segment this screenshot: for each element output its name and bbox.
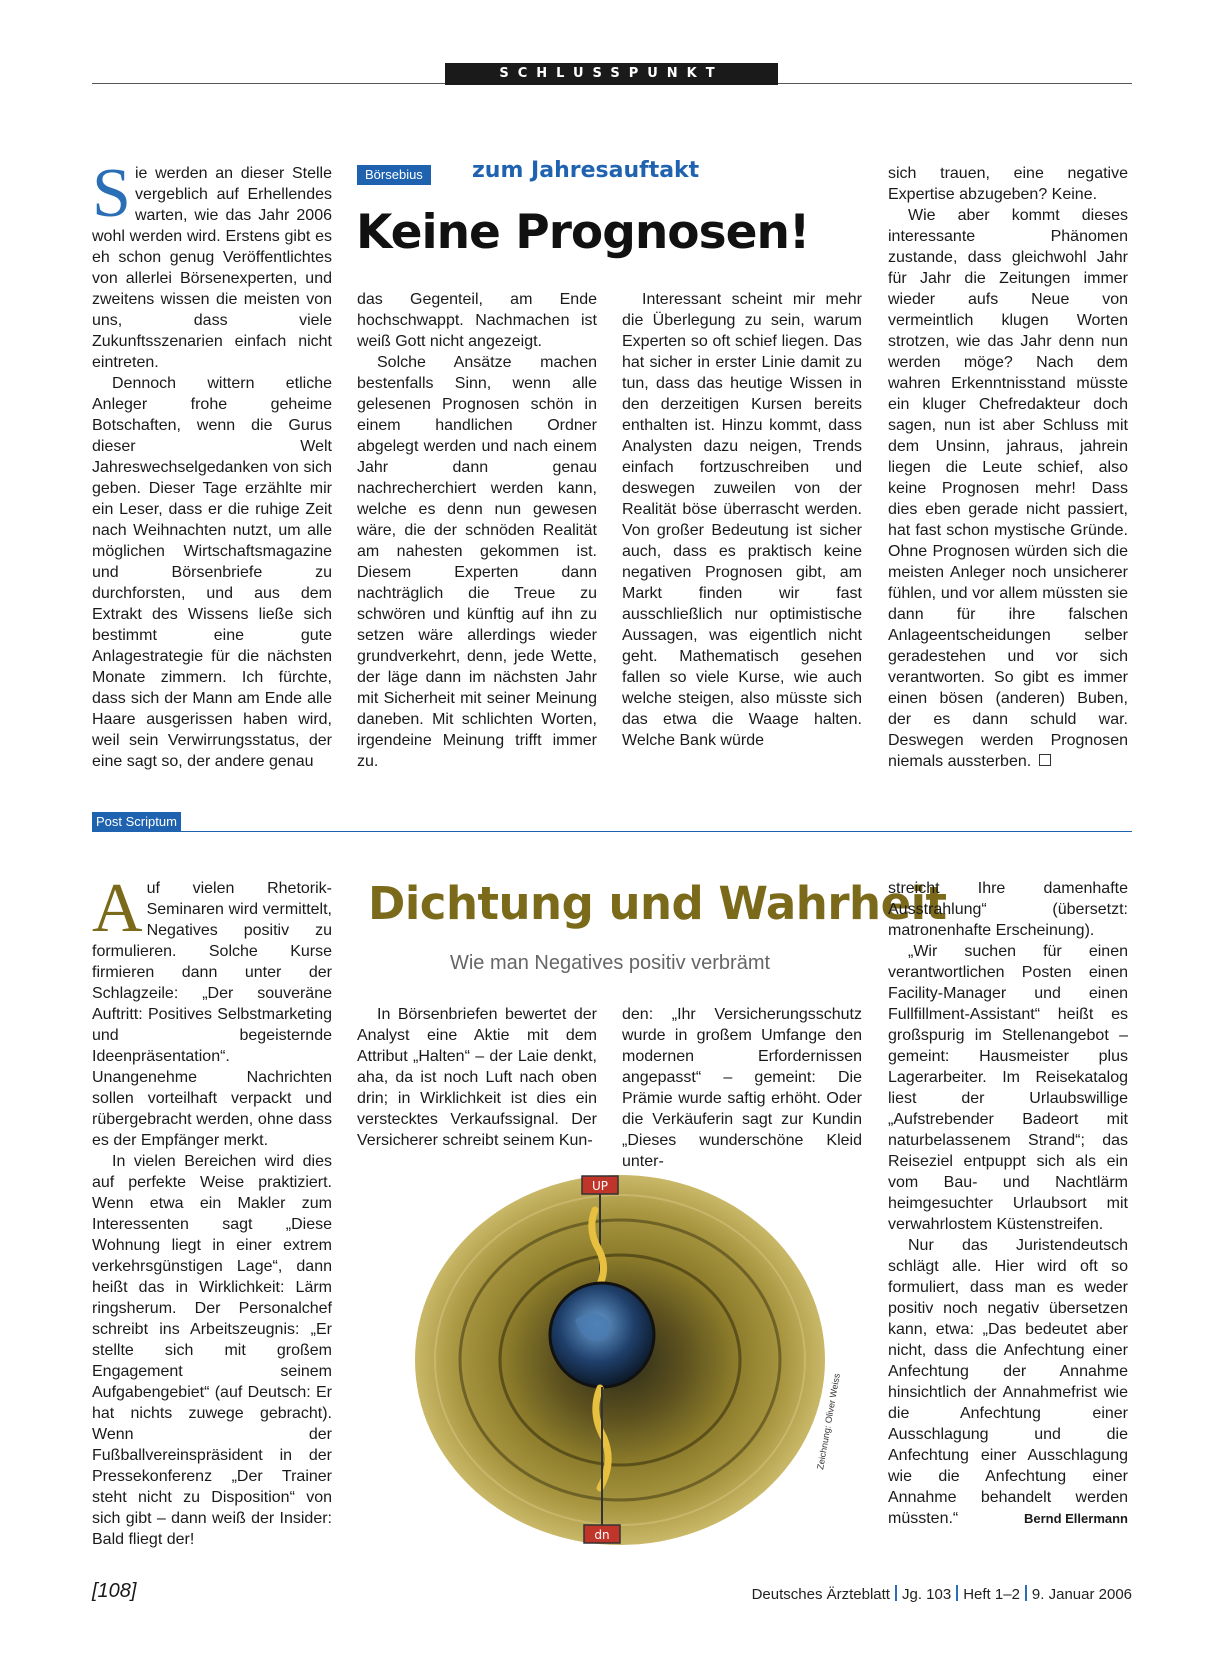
page-number: [108]	[92, 1580, 137, 1602]
column-tag: Börsebius	[357, 165, 431, 185]
article-headline: Keine Prognosen!	[356, 205, 810, 260]
paragraph: sich trauen, eine negative Expertise abzugeben? Keine.	[888, 165, 1128, 203]
issue: Heft 1–2	[963, 1586, 1020, 1603]
paragraph: streicht Ihre damenhafte Ausstrahlung“ (übersetzt: matronenhafte Erscheinung).	[888, 880, 1128, 939]
paragraph: Wie aber kommt dieses interessante Phänomen zustande, dass gleichwohl Jahr für Jahr die Zeitungen immer wieder aufs Neue von vermeintlich klugen Worten strotzen, wie das Jahr denn nun werden möge? Nach dem wahren Erkenntnisstand müsste ein kluger Chefredakteur doch sagen, nun ist aber Schluss mit dem Unsinn, jahraus, jahrein liegen die Leute schief, also keine Prognosen mehr! Dass dies eben gerade nicht passiert, hat fast schon mystische Gründe. Ohne Prognosen würden sich die meisten Anleger noch unsicherer fühlen, und vor allem müssten sie dann für ihre falschen Anlageentscheidungen selber geradestehen und vor sich verantworten. So gibt es immer einen bösen (anderen) Buben, der es dann schuld war. Deswegen werden Prognosen niemals aussterben.	[888, 207, 1128, 770]
article2-column-2	[357, 1004, 597, 1151]
paragraph: uf vielen Rhetorik-Seminaren wird vermittelt, Negatives positiv zu formulieren. Solche Kurse firmieren dann unter der Schlagzeile: „Der souveräne Auftritt: Positives Selbstmarketing und begeisternde Ideenpräsentation“. Unangenehme Nachrichten sollen vorteilhaft verpackt und rübergebracht werden, ohne dass es der Empfänger merkt.	[92, 880, 332, 1149]
separator	[1025, 1585, 1027, 1601]
paragraph: Solche Ansätze machen bestenfalls Sinn, wenn alle gelesenen Prognosen schön in einem handlichen Ordner abgelegt werden und nach einem Jahr dann genau nachrecherchiert werden kann, welche es denn nun gewesen wäre, die der schnöden Realität am nahesten gekommen ist. Diesem Experten dann nachträglich die Treue zu schwören und künftig auf ihn zu setzen wäre allerdings wieder grundverkehrt, denn, jede Wette, der läge dann im nächsten Jahr mit Sicherheit mit seiner Meinung daneben. Mit schlichten Worten, irgendeine Meinung trifft immer zu.	[357, 354, 597, 770]
article1-column-2	[357, 289, 597, 772]
paragraph: das Gegenteil, am Ende hochschwappt. Nachmachen ist weiß Gott nicht angezeigt.	[357, 291, 597, 350]
illustration-credit: Zeichnung: Oliver Weiss	[815, 1372, 842, 1471]
paragraph: In vielen Bereichen wird dies auf perfekte Weise praktiziert. Wenn etwa ein Makler zum Interessenten sagt „Diese Wohnung liegt in einer extrem verkehrsgünstigen Lage“, dann heißt das in Wirklichkeit: Lärm ringsherum. Der Personalchef schreibt ins Arbeitszeugnis: „Er stellte sich mit großem Engagement seinem Aufgabengebiet“ (auf Deutsch: Er hat nichts zuwege gebracht). Wenn der Fußballvereinspräsident in der Pressekonferenz „Der Trainer steht nicht zu Disposition“ von sich gibt – dann weiß der Insider: Bald fliegt der!	[92, 1153, 332, 1548]
separator	[956, 1585, 958, 1601]
article2-column-1	[92, 870, 332, 1550]
section-tag: Post Scriptum	[92, 812, 181, 832]
volume: Jg. 103	[901, 1586, 952, 1603]
journal-name: Deutsches Ärzteblatt	[751, 1586, 890, 1603]
section-rule	[92, 831, 1132, 832]
separator	[895, 1585, 897, 1601]
author-byline: Bernd Ellermann	[1023, 1511, 1128, 1526]
article1-column-1	[92, 155, 332, 772]
article-kicker: zum Jahresauftakt	[472, 158, 700, 183]
section-header: SCHLUSSPUNKT	[445, 63, 778, 85]
paragraph: ie werden an dieser Stelle vergeblich auf Erhellendes warten, wie das Jahr 2006 wohl werden wird. Erstens gibt es eh schon genug Veröffentlichtes von allerlei Börsenexperten, und zweitens wissen die meisten von uns, dass viele Zukunftsszenarien einfach nicht eintreten.	[92, 165, 332, 371]
drop-cap: A	[92, 870, 143, 947]
article2-column-3	[622, 1004, 862, 1172]
paragraph: Dennoch wittern etliche Anleger frohe geheime Botschaften, wenn die Gurus dieser Welt Jahreswechselgedanken von sich geben. Dieser Tage erzählte mir ein Leser, dass er die ruhige Zeit nach Weihnachten nutzt, um alle möglichen Wirtschaftsmagazine und Börsenbriefe zu durchforsten, und aus dem Extrakt des Wissens ließe sich bestimmt eine gute Anlagestrategie für die nächsten Monate zimmern. Ich fürchte, dass sich der Mann am Ende alle Haare ausgerissen haben wird, weil sein Verwirrungsstatus, der eine sagt so, der andere genau	[92, 375, 332, 770]
down-sign-label: dn	[594, 1528, 610, 1542]
end-mark-icon	[1039, 754, 1051, 766]
paragraph: In Börsenbriefen bewertet der Analyst eine Aktie mit dem Attribut „Halten“ – der Laie denkt, aha, da ist noch Luft nach oben drin; in Wirklichkeit ist dies ein verstecktes Verkaufssignal. Der Versicherer schreibt seinem Kun-	[357, 1006, 597, 1149]
article2-column-4	[888, 878, 1128, 1529]
paragraph: Interessant scheint mir mehr die Überlegung zu sein, warum Experten so oft schief liegen. Das hat sicher in erster Linie damit zu tun, dass das heutige Wissen in den derzeitigen Kursen bereits enthalten ist. Hinzu kommt, dass Analysten dazu neigen, Trends einfach fortzuschreiben und deswegen zuweilen von der Realität böse überrascht werden. Von großer Bedeutung ist sicher auch, dass es praktisch keine negativen Prognosen gibt, am Markt finden wir fast ausschließlich nur optimistische Aussagen, was eigentlich nicht geht. Mathematisch gesehen fallen so viele Kurse, wie auch welche steigen, also müsste sich das etwa die Waage halten. Welche Bank würde	[622, 291, 862, 749]
paragraph: den: „Ihr Versicherungsschutz wurde in großem Umfange den modernen Erfordernissen angepasst“ – gemeint: Die Prämie wurde saftig erhöht. Oder die Verkäuferin sagt zur Kundin „Dieses wunderschöne Kleid unter-	[622, 1006, 862, 1170]
paragraph: „Wir suchen für einen verantwortlichen Posten einen Facility-Manager und einen Fullfillment-Assistant“ heißt es großspurig im Stellenangebot – gemeint: Hausmeister plus Lagerarbeiter. Im Reisekatalog liest der Urlaubswillige „Aufstrebender Badeort mit naturbelassenem Strand“; das Reiseziel entpuppt sich als ein vom Bau- und Nachtlärm heimgesuchter Urlaubsort mit verwahrlostem Küstenstreifen.	[888, 943, 1128, 1233]
paragraph: Nur das Juristendeutsch schlägt alle. Hier wird oft so formuliert, dass man es weder positiv noch negativ übersetzen kann, etwa: „Das bedeutet aber nicht, dass die Anfechtung einer Anfechtung der Annahme hinsichtlich der Annahmefrist wie die Anfechtung einer Ausschlagung und die Anfechtung einer Ausschlagung wie die Anfechtung einer Annahme behandelt werden müssten.“	[888, 1237, 1128, 1527]
illustration	[405, 1170, 842, 1550]
drop-cap: S	[92, 155, 131, 232]
article-subtitle: Wie man Negatives positiv verbrämt	[449, 952, 771, 974]
publication-footer	[752, 1585, 1132, 1603]
article1-column-4	[888, 163, 1128, 772]
up-sign-label: UP	[591, 1179, 609, 1193]
date: 9. Januar 2006	[1031, 1586, 1132, 1603]
article-headline: Dichtung und Wahrheit	[368, 877, 947, 930]
article1-column-3	[622, 289, 862, 751]
